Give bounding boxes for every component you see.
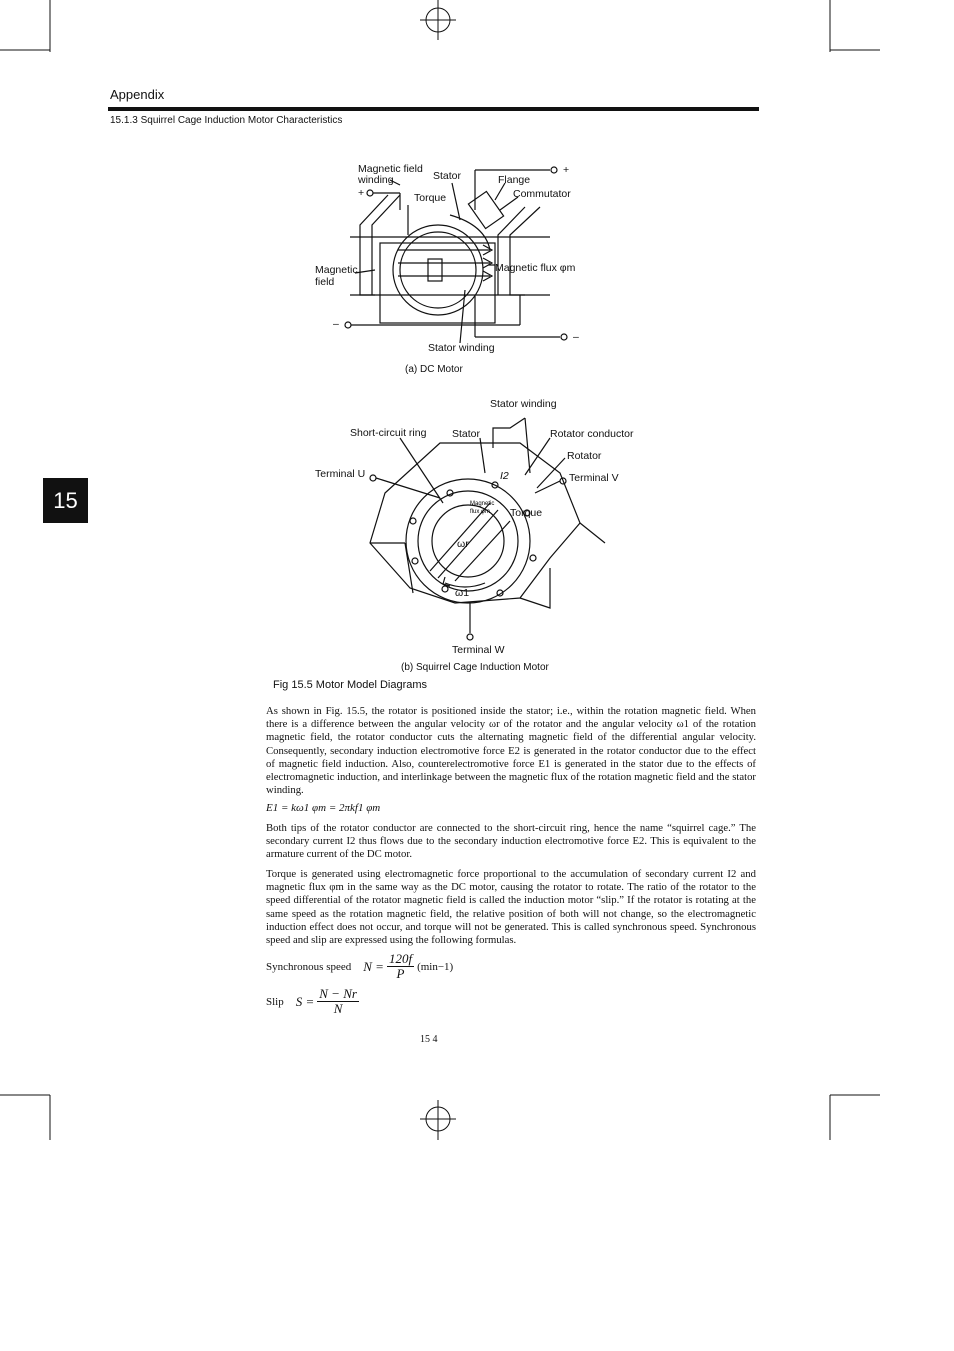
slip-label: Slip (266, 995, 284, 1008)
label-stator-winding: Stator winding (490, 398, 557, 410)
sync-numerator: 120f (388, 951, 413, 966)
label-torque: Torque (510, 507, 543, 519)
header-rule (108, 107, 759, 111)
paragraph-2-text: Both tips of the rotator conductor are connected to the short-circuit ring, hence the name “squirrel cage.” The secondary current I2 thus flows due to the secondary induction electromotive force E2. This is equivalent to the armature current of the DC motor. (266, 822, 756, 861)
label-rotator: Rotator (567, 450, 602, 462)
page-number: 15 4 (420, 1034, 438, 1045)
paragraph-3-text: Torque is generated using electromagnetic force proportional to the accumulation of secondary current I2 and magnetic flux φm in the same way as the DC motor, causing the rotator to rotate. The ratio of the rotator to the speed differential of the rotator magnetic field is called the induction motor “slip.” If the rotator is rotating at the same speed as the rotation magnetic field, the relative position of both will not change, so the electromagnetic induction effect does not occur, and torque will not be generated. This is called synchronous speed. Synchronous speed and slip are expressed using the following formulas. (266, 868, 756, 947)
label-flux-small-1: Magnetic (470, 501, 495, 507)
label-flange: Flange (498, 174, 531, 186)
label-i2: I2 (500, 470, 509, 482)
sync-unit: (min−1) (417, 960, 454, 973)
paragraph-3 (266, 868, 756, 947)
label-omega-r: ωr (457, 538, 469, 550)
slip-formula (266, 987, 362, 1016)
slip-fraction (317, 987, 359, 1016)
label-terminal-u: Terminal U (315, 468, 366, 480)
sync-fraction (387, 952, 414, 981)
label-terminal-w: Terminal W (452, 644, 505, 656)
running-header: Appendix (110, 87, 165, 102)
caption-induction-motor: (b) Squirrel Cage Induction Motor (401, 662, 549, 673)
dc-motor-diagram (300, 155, 610, 385)
label-magnetic-field-winding-1: Magnetic field (358, 163, 423, 175)
label-minus-right: – (573, 331, 579, 343)
label-magnetic-field-winding-2: winding (358, 174, 394, 186)
label-minus-left: – (333, 318, 339, 330)
label-plus-top-right: + (563, 164, 570, 176)
sync-label: Synchronous speed (266, 960, 352, 973)
induction-motor-diagram (305, 393, 645, 658)
label-torque: Torque (414, 192, 447, 204)
label-magnetic-field-1: Magnetic (315, 264, 358, 276)
caption-dc-motor: (a) DC Motor (405, 364, 463, 375)
slip-lhs: S = (295, 993, 315, 1009)
sync-denominator: P (396, 966, 405, 981)
subsection-title: 15.1.3 Squirrel Cage Induction Motor Characteristics (110, 115, 343, 126)
paragraph-1 (266, 705, 756, 797)
paragraph-1-text: As shown in Fig. 15.5, the rotator is positioned inside the stator; i.e., within the rotation magnetic field. When there is a difference between the angular velocity ωr of the rotator and the angular velocity ω1 of the rotation magnetic field, the rotator conductor cuts the alternating magnetic field of the differential angular velocity. Consequently, secondary induction electromotive force E2 is generated in the rotator conductor due to the effect of magnetic field induction. Also, counterelectromotive force E1 is generated in the stator due to the effects of electromagnetic induction, and interlinkage between the magnetic flux of the rotation magnetic field and the stator winding. (266, 705, 756, 797)
figure-title: Fig 15.5 Motor Model Diagrams (273, 679, 428, 691)
label-stator-winding: Stator winding (428, 342, 495, 354)
slip-denominator: N (333, 1001, 343, 1016)
slip-numerator: N − Nr (319, 986, 357, 1001)
label-stator: Stator (433, 170, 462, 182)
label-magnetic-flux: Magnetic flux φm (495, 262, 576, 274)
sync-lhs: N = (363, 958, 384, 974)
label-short-circuit-ring: Short-circuit ring (350, 427, 427, 439)
chapter-tab: 15 (43, 478, 88, 523)
equation-e1: E1 = kω1 φm = 2πkf1 φm (266, 802, 381, 814)
label-plus-left: + (358, 187, 365, 199)
paragraph-2 (266, 822, 756, 862)
label-stator: Stator (452, 428, 481, 440)
label-commutator: Commutator (513, 188, 571, 200)
label-magnetic-field-2: field (315, 276, 335, 288)
sync-speed-formula (266, 952, 453, 981)
label-flux-small-2: flux φm (470, 509, 490, 515)
label-rotator-conductor: Rotator conductor (550, 428, 634, 440)
label-omega-1: ω1 (455, 587, 470, 599)
label-terminal-v: Terminal V (569, 472, 619, 484)
